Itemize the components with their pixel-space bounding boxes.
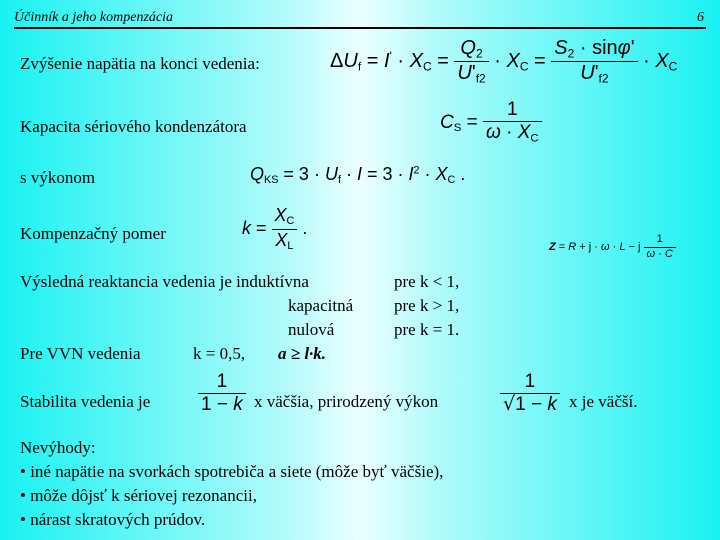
drawbacks-title: Nevýhody: xyxy=(20,438,96,457)
voltage-rise-label: Zvýšenie napätia na konci vedenia: xyxy=(20,54,260,73)
voltage-rise-formula: $\Delta U_f = I' \cdot X_C$ = $\frac{Q_2}{U'_{f2}}$ · $X_C$ = $\frac{S_2 \cdot \sin\varphi'}{U'_{f2}}$ · $X_C$ xyxy=(330,37,678,86)
result-cond1: pre k < 1, xyxy=(394,272,460,291)
capacitance-label: Kapacita sériového kondenzátora xyxy=(20,117,247,136)
impedance-formula: Z = R + j · ω · L − j $\frac{1}{\omega \cdot C}$ xyxy=(549,234,676,260)
capacitance-formula: $C_S$ = $\frac{1}{\omega \cdot X_C}$ xyxy=(440,100,542,146)
power-formula: $Q_{KS} = 3 \cdot U_f \cdot I = 3 \cdot I^2 \cdot X_C$ . xyxy=(250,164,466,187)
result-cond2: pre k > 1, xyxy=(394,296,460,315)
drawback-item: • iné napätie na svorkách spotrebiča a siete (môže byť väčšie), xyxy=(20,462,444,481)
vvn-k-value: k = 0,5, xyxy=(193,344,246,363)
stability-formula-2: $\frac{1}{√1 - k}$ xyxy=(500,372,560,415)
result-line1: Výsledná reaktancia vedenia je induktívna xyxy=(20,272,309,291)
header-rule xyxy=(14,27,706,29)
page-number: 6 xyxy=(697,10,704,25)
slide-title: Účinník a jeho kompenzácia xyxy=(14,10,174,25)
drawback-item: • nárast skratových prúdov. xyxy=(20,510,206,529)
power-label: s výkonom xyxy=(20,168,96,187)
stability-middle: x väčšia, prirodzený výkon xyxy=(254,392,439,411)
stability-end: x je väčší. xyxy=(569,392,638,411)
stability-label: Stabilita vedenia je xyxy=(20,392,151,411)
ratio-formula: k = $\frac{X_C}{X_L}$ . xyxy=(242,205,308,252)
vvn-relation: a ≥ l·k. xyxy=(278,344,327,363)
result-line2: kapacitná xyxy=(288,296,354,315)
drawback-item: • môže dôjsť k sériovej rezonancii, xyxy=(20,486,257,505)
ratio-label: Kompenzačný pomer xyxy=(20,224,166,243)
stability-formula-1: $\frac{1}{1 - k}$ xyxy=(198,372,246,415)
vvn-label: Pre VVN vedenia xyxy=(20,344,141,363)
result-line3: nulová xyxy=(288,320,335,339)
result-cond3: pre k = 1. xyxy=(394,320,460,339)
